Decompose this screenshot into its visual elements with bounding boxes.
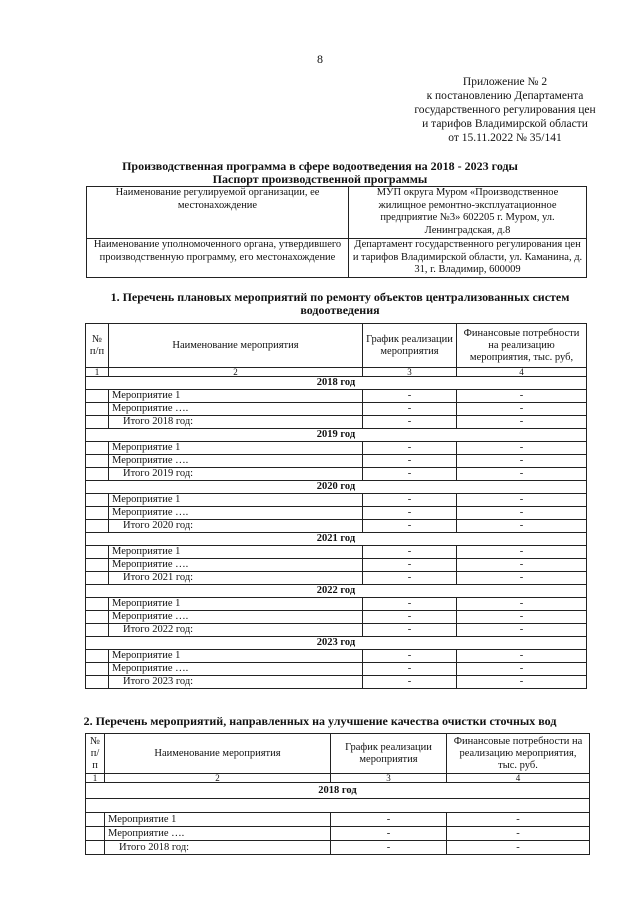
row-number [86, 507, 109, 520]
passport-title: Паспорт производственной программы [212, 172, 428, 186]
header-num: № п/п [86, 324, 109, 368]
table-row [86, 546, 587, 559]
header-num: № п/п [86, 734, 105, 774]
measure-name: Мероприятие …. [109, 663, 363, 676]
appendix-line: государственного регулирования цен [414, 104, 596, 116]
table-row [86, 841, 590, 855]
measure-name: Мероприятие 1 [109, 598, 363, 611]
col-number: 3 [331, 774, 447, 783]
year-row [86, 481, 587, 494]
blank-cell [86, 799, 590, 813]
row-number [86, 841, 105, 855]
schedule-value: - [363, 455, 457, 468]
passport-row [87, 239, 587, 278]
finance-value: - [457, 416, 587, 429]
year-label: 2023 год [86, 637, 587, 650]
measure-name: Итого 2023 год: [109, 676, 363, 689]
table-row [86, 442, 587, 455]
finance-value: - [447, 813, 590, 827]
page-number: 8 [317, 52, 323, 66]
blank-row [86, 799, 590, 813]
table-row [86, 611, 587, 624]
table-row [86, 416, 587, 429]
table-row [86, 403, 587, 416]
row-number [86, 468, 109, 481]
schedule-value: - [363, 494, 457, 507]
schedule-value: - [331, 827, 447, 841]
finance-value: - [457, 442, 587, 455]
header-finance: Финансовые потребности на реализацию мероприятия, тыс. руб, [457, 324, 587, 368]
year-row [86, 377, 587, 390]
table-row [86, 390, 587, 403]
schedule-value: - [363, 624, 457, 637]
table-row [86, 455, 587, 468]
header-name: Наименование мероприятия [105, 734, 331, 774]
year-label: 2019 год [86, 429, 587, 442]
measure-name: Мероприятие …. [109, 611, 363, 624]
row-number [86, 572, 109, 585]
header-schedule: График реализации мероприятия [363, 324, 457, 368]
measures-table-1 [85, 323, 587, 689]
section2-title: 2. Перечень мероприятий, направленных на улучшение качества очистки сточных вод [83, 714, 557, 728]
finance-value: - [447, 827, 590, 841]
year-row [86, 533, 587, 546]
measure-name: Мероприятие 1 [109, 390, 363, 403]
row-number [86, 611, 109, 624]
finance-value: - [457, 676, 587, 689]
measure-name: Итого 2020 год: [109, 520, 363, 533]
schedule-value: - [363, 663, 457, 676]
appendix-line: от 15.11.2022 № 35/141 [448, 132, 562, 144]
schedule-value: - [363, 390, 457, 403]
passport-table [86, 186, 587, 278]
measure-name: Итого 2018 год: [109, 416, 363, 429]
finance-value: - [457, 624, 587, 637]
row-number [86, 494, 109, 507]
measure-name: Итого 2021 год: [109, 572, 363, 585]
table-row [86, 507, 587, 520]
finance-value: - [457, 611, 587, 624]
finance-value: - [457, 455, 587, 468]
table-row [86, 663, 587, 676]
table-row [86, 598, 587, 611]
measure-name: Итого 2022 год: [109, 624, 363, 637]
column-number-row [86, 774, 590, 783]
row-number [86, 455, 109, 468]
row-number [86, 403, 109, 416]
finance-value: - [457, 390, 587, 403]
schedule-value: - [363, 520, 457, 533]
schedule-value: - [363, 650, 457, 663]
year-label: 2018 год [86, 783, 590, 799]
header-schedule: График реализации мероприятия [331, 734, 447, 774]
year-row [86, 585, 587, 598]
year-label: 2018 год [86, 377, 587, 390]
appendix-line: к постановлению Департамента [426, 90, 584, 102]
measures-table-2 [85, 733, 590, 855]
table-row [86, 827, 590, 841]
finance-value: - [457, 468, 587, 481]
table-row [86, 468, 587, 481]
table-row [86, 572, 587, 585]
schedule-value: - [363, 403, 457, 416]
schedule-value: - [331, 841, 447, 855]
year-row [86, 783, 590, 799]
measure-name: Мероприятие 1 [109, 650, 363, 663]
finance-value: - [457, 650, 587, 663]
row-number [86, 650, 109, 663]
row-number [86, 813, 105, 827]
table-row [86, 494, 587, 507]
measure-name: Мероприятие …. [109, 507, 363, 520]
row-number [86, 676, 109, 689]
schedule-value: - [363, 572, 457, 585]
schedule-value: - [363, 468, 457, 481]
schedule-value: - [363, 598, 457, 611]
year-label: 2021 год [86, 533, 587, 546]
row-number [86, 598, 109, 611]
measure-name: Мероприятие 1 [105, 813, 331, 827]
schedule-value: - [363, 546, 457, 559]
finance-value: - [447, 841, 590, 855]
finance-value: - [457, 559, 587, 572]
col-number: 2 [109, 368, 363, 377]
year-row [86, 637, 587, 650]
row-number [86, 442, 109, 455]
schedule-value: - [363, 676, 457, 689]
col-number: 1 [86, 774, 105, 783]
col-number: 4 [457, 368, 587, 377]
passport-value: Департамент государственного регулирования цен и тарифов Владимирской области, ул. Каманина, д. 31, г. Владимир, 600009 [349, 239, 587, 278]
finance-value: - [457, 663, 587, 676]
measure-name: Итого 2018 год: [105, 841, 331, 855]
table-row [86, 624, 587, 637]
row-number [86, 559, 109, 572]
appendix-line: и тарифов Владимирской области [422, 118, 588, 130]
table-row [86, 650, 587, 663]
row-number [86, 624, 109, 637]
finance-value: - [457, 520, 587, 533]
table-row [86, 813, 590, 827]
measure-name: Итого 2019 год: [109, 468, 363, 481]
header-row [86, 324, 587, 368]
row-number [86, 663, 109, 676]
schedule-value: - [363, 559, 457, 572]
finance-value: - [457, 546, 587, 559]
measure-name: Мероприятие 1 [109, 442, 363, 455]
row-number [86, 520, 109, 533]
col-number: 2 [105, 774, 331, 783]
header-name: Наименование мероприятия [109, 324, 363, 368]
finance-value: - [457, 403, 587, 416]
table-row [86, 676, 587, 689]
measure-name: Мероприятие …. [105, 827, 331, 841]
passport-label: Наименование уполномоченного органа, утвердившего производственную программу, его местонахождение [87, 239, 349, 278]
header-row [86, 734, 590, 774]
row-number [86, 827, 105, 841]
schedule-value: - [331, 813, 447, 827]
col-number: 4 [447, 774, 590, 783]
finance-value: - [457, 598, 587, 611]
table-row [86, 559, 587, 572]
year-row [86, 429, 587, 442]
finance-value: - [457, 572, 587, 585]
table-row [86, 520, 587, 533]
schedule-value: - [363, 507, 457, 520]
column-number-row [86, 368, 587, 377]
schedule-value: - [363, 416, 457, 429]
schedule-value: - [363, 611, 457, 624]
passport-label: Наименование регулируемой организации, ее местонахождение [87, 187, 349, 239]
row-number [86, 390, 109, 403]
row-number [86, 546, 109, 559]
row-number [86, 416, 109, 429]
col-number: 3 [363, 368, 457, 377]
header-finance: Финансовые потребности на реализацию мероприятия, тыс. руб. [447, 734, 590, 774]
appendix-note [405, 75, 605, 145]
measure-name: Мероприятие 1 [109, 494, 363, 507]
passport-row [87, 187, 587, 239]
finance-value: - [457, 494, 587, 507]
finance-value: - [457, 507, 587, 520]
main-title: Производственная программа в сфере водоотведения на 2018 - 2023 годы [122, 159, 518, 173]
measure-name: Мероприятие …. [109, 455, 363, 468]
passport-value: МУП округа Муром «Производственное жилищное ремонтно-эксплуатационное предприятие №3» 602205 г. Муром, ул. Ленинградская, д.8 [349, 187, 587, 239]
measure-name: Мероприятие 1 [109, 546, 363, 559]
schedule-value: - [363, 442, 457, 455]
section1-title: 1. Перечень плановых мероприятий по ремонту объектов централизованных систем водоотведения [110, 290, 570, 317]
col-number: 1 [86, 368, 109, 377]
measure-name: Мероприятие …. [109, 559, 363, 572]
year-label: 2022 год [86, 585, 587, 598]
year-label: 2020 год [86, 481, 587, 494]
measure-name: Мероприятие …. [109, 403, 363, 416]
appendix-line: Приложение № 2 [462, 76, 548, 88]
